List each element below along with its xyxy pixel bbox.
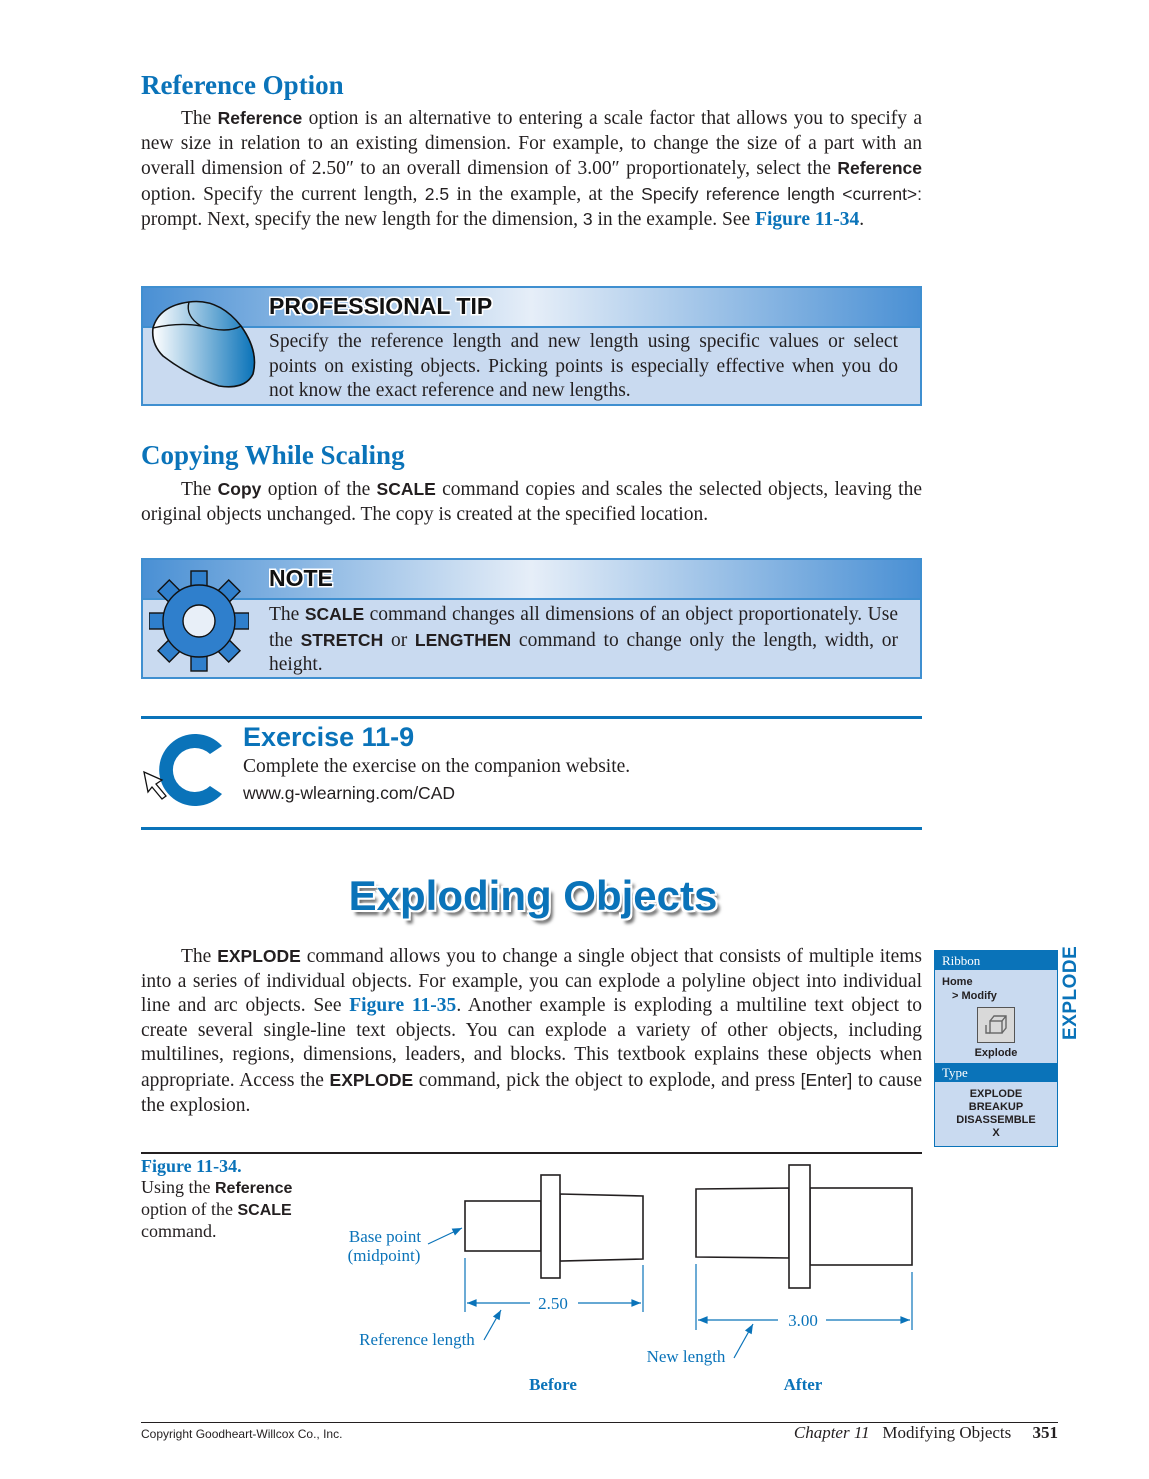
after-part: [696, 1165, 912, 1288]
note-text: The SCALE command changes all dimensions of an object proportionately. Use the STRETCH or LENGTHEN command to change only the length, width, or height.: [269, 604, 898, 676]
exercise-top-rule: [141, 716, 922, 719]
new-dimension: 3.00: [788, 1311, 818, 1330]
reference-option-paragraph: The Reference option is an alternative to entering a scale factor that allows you to specify a new size in relation to an existing dimension. For example, to change the size of a part with an overall dimension of 2.50″ to an overall dimension of 3.00″ proportionately, select the Reference option. Specify the current length, 2.5 in the example, at the Specify reference length <current>: prompt. Next, specify the new length for the dimension, 3 in the example. See Figure 11-34.: [141, 108, 923, 231]
base-point-label: Base point: [348, 1227, 422, 1246]
figure-link[interactable]: Figure 11-34: [755, 209, 860, 231]
gear-icon: [149, 568, 249, 674]
section-heading-copying: Copying While Scaling: [141, 440, 405, 470]
figure-11-34-drawing: [330, 1155, 930, 1405]
ribbon-label: Ribbon: [935, 951, 1057, 970]
ribbon-path-modify: > Modify: [952, 990, 997, 1002]
explode-button-label: Explode: [974, 1047, 1018, 1059]
professional-tip-text: Specify the reference length and new length using specific values or select points on existing objects. Picking points is especially effective when you do not know the exact reference and new lengths.: [269, 331, 898, 402]
new-length-label: New length: [646, 1347, 726, 1366]
reference-length-label: Reference length: [359, 1330, 475, 1349]
before-part: [465, 1175, 643, 1278]
exploding-paragraph: The EXPLODE command allows you to change a single object that consists of multiple items into a series of individual objects. For example, you can explode a polyline object into individual line and arc objects. See Figure 11-35. Another example is exploding a multiline text object to create several single-line text objects. You can explode a variety of other objects, including multilines, regions, dimensions, leaders, and blocks. This textbook explains these objects when appropriate. Access the EXPLODE command, pick the object to explode, and press [Enter] to cause the explosion.: [141, 946, 922, 1116]
mouse-icon: [149, 296, 261, 392]
exercise-text: Complete the exercise on the companion website.: [243, 756, 631, 777]
figure-caption: Figure 11-34. Using the Reference option of the SCALE command.: [141, 1156, 293, 1241]
exercise-url-link[interactable]: www.g-wlearning.com/CAD: [243, 783, 456, 803]
companion-website-icon: [140, 728, 230, 812]
type-label: Type: [935, 1063, 1057, 1082]
figure-rule: [141, 1152, 922, 1154]
note-title: NOTE: [269, 565, 333, 591]
before-label: Before: [529, 1375, 577, 1394]
midpoint-label: (midpoint): [347, 1246, 421, 1265]
exercise-title: Exercise 11-9: [243, 722, 415, 752]
vertical-command-label: EXPLODE: [1060, 945, 1081, 1040]
professional-tip-title: PROFESSIONAL TIP: [269, 293, 493, 319]
footer-copyright: Copyright Goodheart-Willcox Co., Inc.: [141, 1427, 343, 1441]
figure-link[interactable]: Figure 11-35: [349, 995, 457, 1017]
after-label: After: [783, 1375, 823, 1394]
type-commands: EXPLODE BREAKUP DISASSEMBLE X: [956, 1088, 1036, 1139]
command-access-sidebar: [934, 950, 1058, 1147]
exercise-bottom-rule: [141, 827, 922, 830]
professional-tip-box: [141, 286, 922, 406]
explode-ribbon-button[interactable]: [977, 1007, 1015, 1043]
footer-chapter: Chapter 11 Modifying Objects 351: [793, 1423, 1058, 1442]
reference-dimension: 2.50: [538, 1294, 568, 1313]
note-box: [141, 558, 922, 679]
section-heading-exploding: Exploding Objects: [348, 872, 718, 919]
ribbon-path-home: Home: [942, 976, 973, 988]
explode-icon: [982, 1013, 1010, 1037]
page-number: 351: [1032, 1423, 1058, 1442]
section-heading-reference-option: Reference Option: [141, 70, 344, 100]
copying-paragraph: The Copy option of the SCALE command copies and scales the selected objects, leaving the original objects unchanged. The copy is created at the specified location.: [141, 479, 922, 525]
